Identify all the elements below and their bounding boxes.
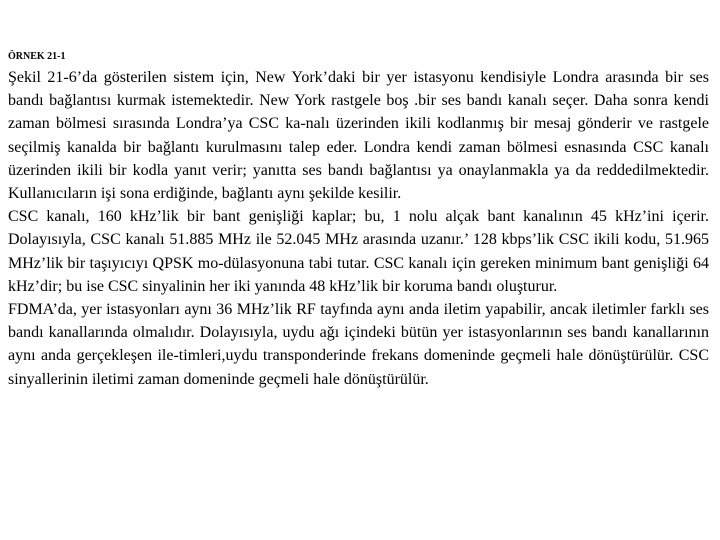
paragraph-fdma: FDMA’da, yer istasyonları aynı 36 MHz’lik RF tayfında aynı anda iletim yapabilir, ancak iletimler farklı ses bandı kanallarında olmalıdır. Dolayısıyla, uydu ağı içindeki bütün yer istasyonlarının ses bandı kanallarının aynı anda gerçekleşen ile-timleri,uydu transponderinde frekans domeninde geçmeli hale dönüştürülür. CSC sinyallerinin iletimi zaman domeninde geçmeli hale dönüştürülür. (8, 301, 709, 388)
paragraph-csc-channel: CSC kanalı, 160 kHz’lik bir bant genişliği kaplar; bu, 1 nolu alçak bant kanalının 45 kHz’ini içerir. Dolayısıyla, CSC kanalı 51.885 MHz ile 52.045 MHz arasında uzanır.’ 128 kbps’lik CSC ikili kodu, 51.965 MHz’lik bir taşıyıcıyı QPSK mo-dülasyonuna tabi tutar. CSC kanalı için gereken minimum bant genişliği 64 kHz’dir; bu ise CSC sinyalinin her iki yanında 48 kHz’lik bir koruma bandı oluşturur. (8, 208, 709, 295)
paragraph-connection-setup: Şekil 21-6’da gösterilen sistem için, New York’daki bir yer istasyonu kendisiyle Londra arasında bir ses bandı bağlantısı kurmak istemektedir. New York rastgele boş .bir ses bandı kanalı seçer. Daha sonra kendi zaman bölmesi sırasında Londra’ya CSC ka-nalı üzerinden ikili kodlanmış bir mesaj gönderir ve rastgele seçilmiş kanalda bir bağlantı kurulmasını talep eder. Londra kendi zaman bölmesi esnasında CSC kanalı üzerinden ikili bir kodla yanıt verir; yanıtta ses bandı bağlantısı ya onaylanmakla ya da reddedilmektedir. Kullanıcıların işi sona erdiğinde, bağlantı aynı şekilde kesilir. (8, 69, 709, 203)
document-page (8, 50, 709, 391)
example-heading: ÖRNEK 21-1 (8, 51, 66, 62)
